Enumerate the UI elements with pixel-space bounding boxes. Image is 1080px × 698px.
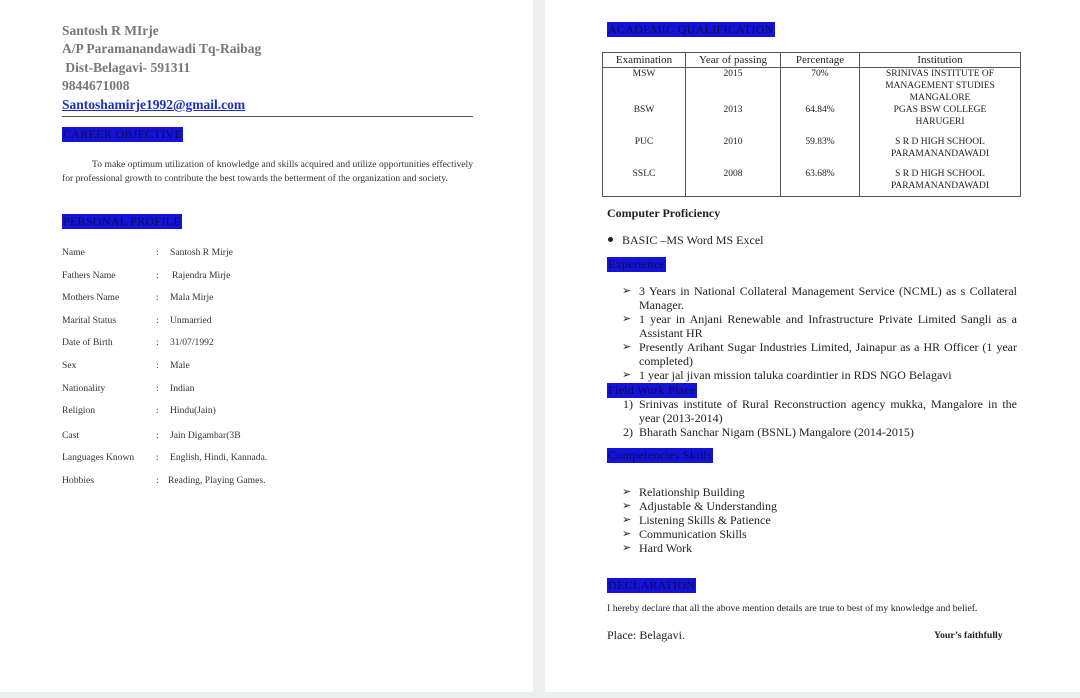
resume-page-right bbox=[545, 0, 1080, 692]
academic-cell-institution bbox=[860, 104, 1021, 136]
academic-cell-year: 2013 bbox=[686, 104, 781, 136]
profile-label: Name bbox=[62, 247, 85, 258]
academic-table-row bbox=[603, 168, 1021, 196]
contact-phone: 9844671008 bbox=[62, 78, 130, 93]
profile-value: English, Hindi, Kannada. bbox=[170, 452, 268, 463]
academic-cell-institution bbox=[860, 68, 1021, 105]
academic-cell-pct: 59.83% bbox=[781, 136, 860, 168]
field-work-item bbox=[623, 425, 1017, 439]
profile-colon: : bbox=[156, 247, 159, 258]
computer-proficiency-heading: Computer Proficiency bbox=[607, 206, 721, 220]
arrow-bullet-icon: ➢ bbox=[622, 514, 632, 526]
academic-cell-year: 2015 bbox=[686, 68, 781, 105]
institution-line: HARUGERI bbox=[915, 117, 965, 127]
profile-value: Reading, Playing Games. bbox=[168, 475, 266, 486]
academic-table-row bbox=[603, 68, 1021, 105]
profile-label: Fathers Name bbox=[62, 270, 116, 281]
institution-line: PGAS BSW COLLEGE bbox=[893, 105, 987, 115]
academic-qualification-heading: ACADEMIC QUALIFICATION bbox=[608, 22, 774, 36]
contact-address-line1: A/P Paramanandawadi Tq-Raibag bbox=[62, 41, 262, 56]
experience-item-text: 1 year in Anjani Renewable and Infrastructure Private Limited Sangli as a Assistant HR bbox=[639, 312, 1017, 340]
profile-label: Sex bbox=[62, 360, 77, 371]
institution-line: S R D HIGH SCHOOL bbox=[895, 169, 985, 179]
field-work-heading: Field Work Place bbox=[608, 383, 696, 397]
academic-cell-exam: PUC bbox=[603, 136, 686, 168]
profile-value: Jain Digambar(3B bbox=[170, 430, 241, 441]
profile-colon: : bbox=[156, 270, 159, 281]
experience-item bbox=[622, 340, 1017, 368]
arrow-bullet-icon: ➢ bbox=[622, 369, 632, 381]
career-objective-heading: CAREER OBJECTIVE bbox=[63, 127, 183, 141]
col-percentage: Percentage bbox=[781, 53, 860, 68]
profile-value: Mala Mirje bbox=[170, 292, 214, 303]
declaration-heading: DECLARATION bbox=[608, 578, 696, 592]
arrow-bullet-icon: ➢ bbox=[622, 486, 632, 498]
profile-value: Santosh R Mirje bbox=[170, 247, 233, 258]
profile-label: Date of Birth bbox=[62, 337, 113, 348]
profile-label: Religion bbox=[62, 405, 96, 416]
skills-list bbox=[622, 485, 1017, 555]
academic-cell-pct: 70% bbox=[781, 68, 860, 105]
skill-item bbox=[622, 513, 1017, 527]
arrow-bullet-icon: ➢ bbox=[622, 285, 632, 297]
academic-cell-institution bbox=[860, 168, 1021, 196]
academic-cell-pct: 64.84% bbox=[781, 104, 860, 136]
personal-profile-heading: PERSONAL PROFILE bbox=[63, 214, 182, 228]
profile-label: Marital Status bbox=[62, 315, 117, 326]
experience-item bbox=[622, 312, 1017, 340]
col-institution: Institution bbox=[860, 53, 1021, 68]
academic-cell-year: 2008 bbox=[686, 168, 781, 196]
institution-line: MANGALORE bbox=[909, 93, 971, 103]
skill-item-text: Communication Skills bbox=[639, 527, 747, 541]
contact-email-link[interactable]: Santoshamirje1992@gmail.com bbox=[62, 97, 246, 112]
profile-value: Unmarried bbox=[170, 315, 212, 326]
arrow-bullet-icon: ➢ bbox=[622, 500, 632, 512]
arrow-bullet-icon: ➢ bbox=[622, 313, 632, 325]
academic-cell-exam: MSW bbox=[603, 68, 686, 105]
experience-item-text: Presently Arihant Sugar Industries Limited, Jainapur as a HR Officer (1 year completed) bbox=[639, 340, 1017, 368]
declaration-text: I hereby declare that all the above mention details are true to best of my knowledge and belief. bbox=[607, 603, 978, 614]
profile-label: Languages Known bbox=[62, 452, 135, 463]
profile-colon: : bbox=[156, 430, 159, 441]
institution-line: PARAMANANDAWADI bbox=[890, 149, 990, 159]
competencies-heading: Competencies Skills bbox=[608, 448, 713, 462]
experience-item bbox=[622, 368, 1017, 382]
profile-value: Rajendra Mirje bbox=[172, 270, 231, 281]
declaration-place: Place: Belagavi. bbox=[607, 628, 685, 642]
arrow-bullet-icon: ➢ bbox=[622, 341, 632, 353]
skill-item bbox=[622, 499, 1017, 513]
experience-item-text: 3 Years in National Collateral Management Service (NCML) as s Collateral Manager. bbox=[639, 284, 1017, 312]
arrow-bullet-icon: ➢ bbox=[622, 528, 632, 540]
skill-item-text: Hard Work bbox=[639, 541, 693, 555]
computer-proficiency-item: BASIC –MS Word MS Excel bbox=[622, 233, 764, 247]
academic-table-row bbox=[603, 136, 1021, 168]
profile-colon: : bbox=[156, 337, 159, 348]
profile-value: Hindu(Jain) bbox=[170, 405, 216, 416]
field-work-number: 1) bbox=[623, 397, 633, 411]
experience-item-text: 1 year jal jivan mission taluka coardintier in RDS NGO Belagavi bbox=[639, 368, 952, 382]
skill-item bbox=[622, 485, 1017, 499]
field-work-number: 2) bbox=[623, 425, 633, 439]
academic-cell-exam: SSLC bbox=[603, 168, 686, 196]
resume-page-left bbox=[0, 0, 533, 692]
contact-address-line2: Dist-Belagavi- 591311 bbox=[65, 60, 191, 75]
profile-colon: : bbox=[156, 452, 159, 463]
institution-line: SRINIVAS INSTITUTE OF bbox=[885, 69, 995, 79]
field-work-item bbox=[623, 397, 1017, 425]
skill-item bbox=[622, 541, 1017, 555]
experience-list bbox=[622, 284, 1017, 382]
skill-item bbox=[622, 527, 1017, 541]
profile-label: Mothers Name bbox=[62, 292, 120, 303]
profile-colon: : bbox=[156, 475, 159, 486]
profile-label: Hobbies bbox=[62, 475, 94, 486]
col-examination: Examination bbox=[603, 53, 686, 68]
contact-name: Santosh R MIrje bbox=[62, 23, 159, 38]
declaration-signature: Your’s faithfully bbox=[934, 630, 1003, 641]
skill-item-text: Listening Skills & Patience bbox=[639, 513, 771, 527]
career-objective-text: To make optimum utilization of knowledge and skills acquired and utilize opportunities effectively for professional growth to contribute the best towards the betterment of the organization and society. bbox=[62, 159, 473, 184]
profile-colon: : bbox=[156, 292, 159, 303]
institution-line: PARAMANANDAWADI bbox=[890, 181, 990, 191]
profile-colon: : bbox=[156, 405, 159, 416]
col-year: Year of passing bbox=[686, 53, 781, 68]
profile-colon: : bbox=[156, 360, 159, 371]
profile-value: Male bbox=[170, 360, 190, 371]
institution-line: MANAGEMENT STUDIES bbox=[885, 81, 995, 91]
academic-table bbox=[602, 52, 1021, 197]
arrow-bullet-icon: ➢ bbox=[622, 542, 632, 554]
field-work-text: Bharath Sanchar Nigam (BSNL) Mangalore (2014-2015) bbox=[639, 425, 914, 439]
experience-heading: Experience bbox=[608, 257, 665, 271]
experience-item bbox=[622, 284, 1017, 312]
profile-colon: : bbox=[156, 383, 159, 394]
profile-label: Cast bbox=[62, 430, 80, 441]
field-work-text: Srinivas institute of Rural Reconstruction agency mukka, Mangalore in the year (2013-2014) bbox=[639, 397, 1017, 425]
profile-value: 31/07/1992 bbox=[170, 337, 214, 348]
profile-value: Indian bbox=[170, 383, 195, 394]
academic-cell-pct: 63.68% bbox=[781, 168, 860, 196]
skill-item-text: Relationship Building bbox=[639, 485, 745, 499]
academic-table-row bbox=[603, 104, 1021, 136]
academic-cell-exam: BSW bbox=[603, 104, 686, 136]
profile-colon: : bbox=[156, 315, 159, 326]
academic-table-header bbox=[603, 53, 1021, 68]
dot-bullet-icon bbox=[608, 237, 613, 242]
institution-line: S R D HIGH SCHOOL bbox=[895, 137, 985, 147]
profile-label: Nationality bbox=[62, 383, 106, 394]
header-divider bbox=[62, 116, 473, 117]
academic-cell-year: 2010 bbox=[686, 136, 781, 168]
field-work-list bbox=[623, 397, 1017, 439]
skill-item-text: Adjustable & Understanding bbox=[639, 499, 777, 513]
academic-cell-institution bbox=[860, 136, 1021, 168]
